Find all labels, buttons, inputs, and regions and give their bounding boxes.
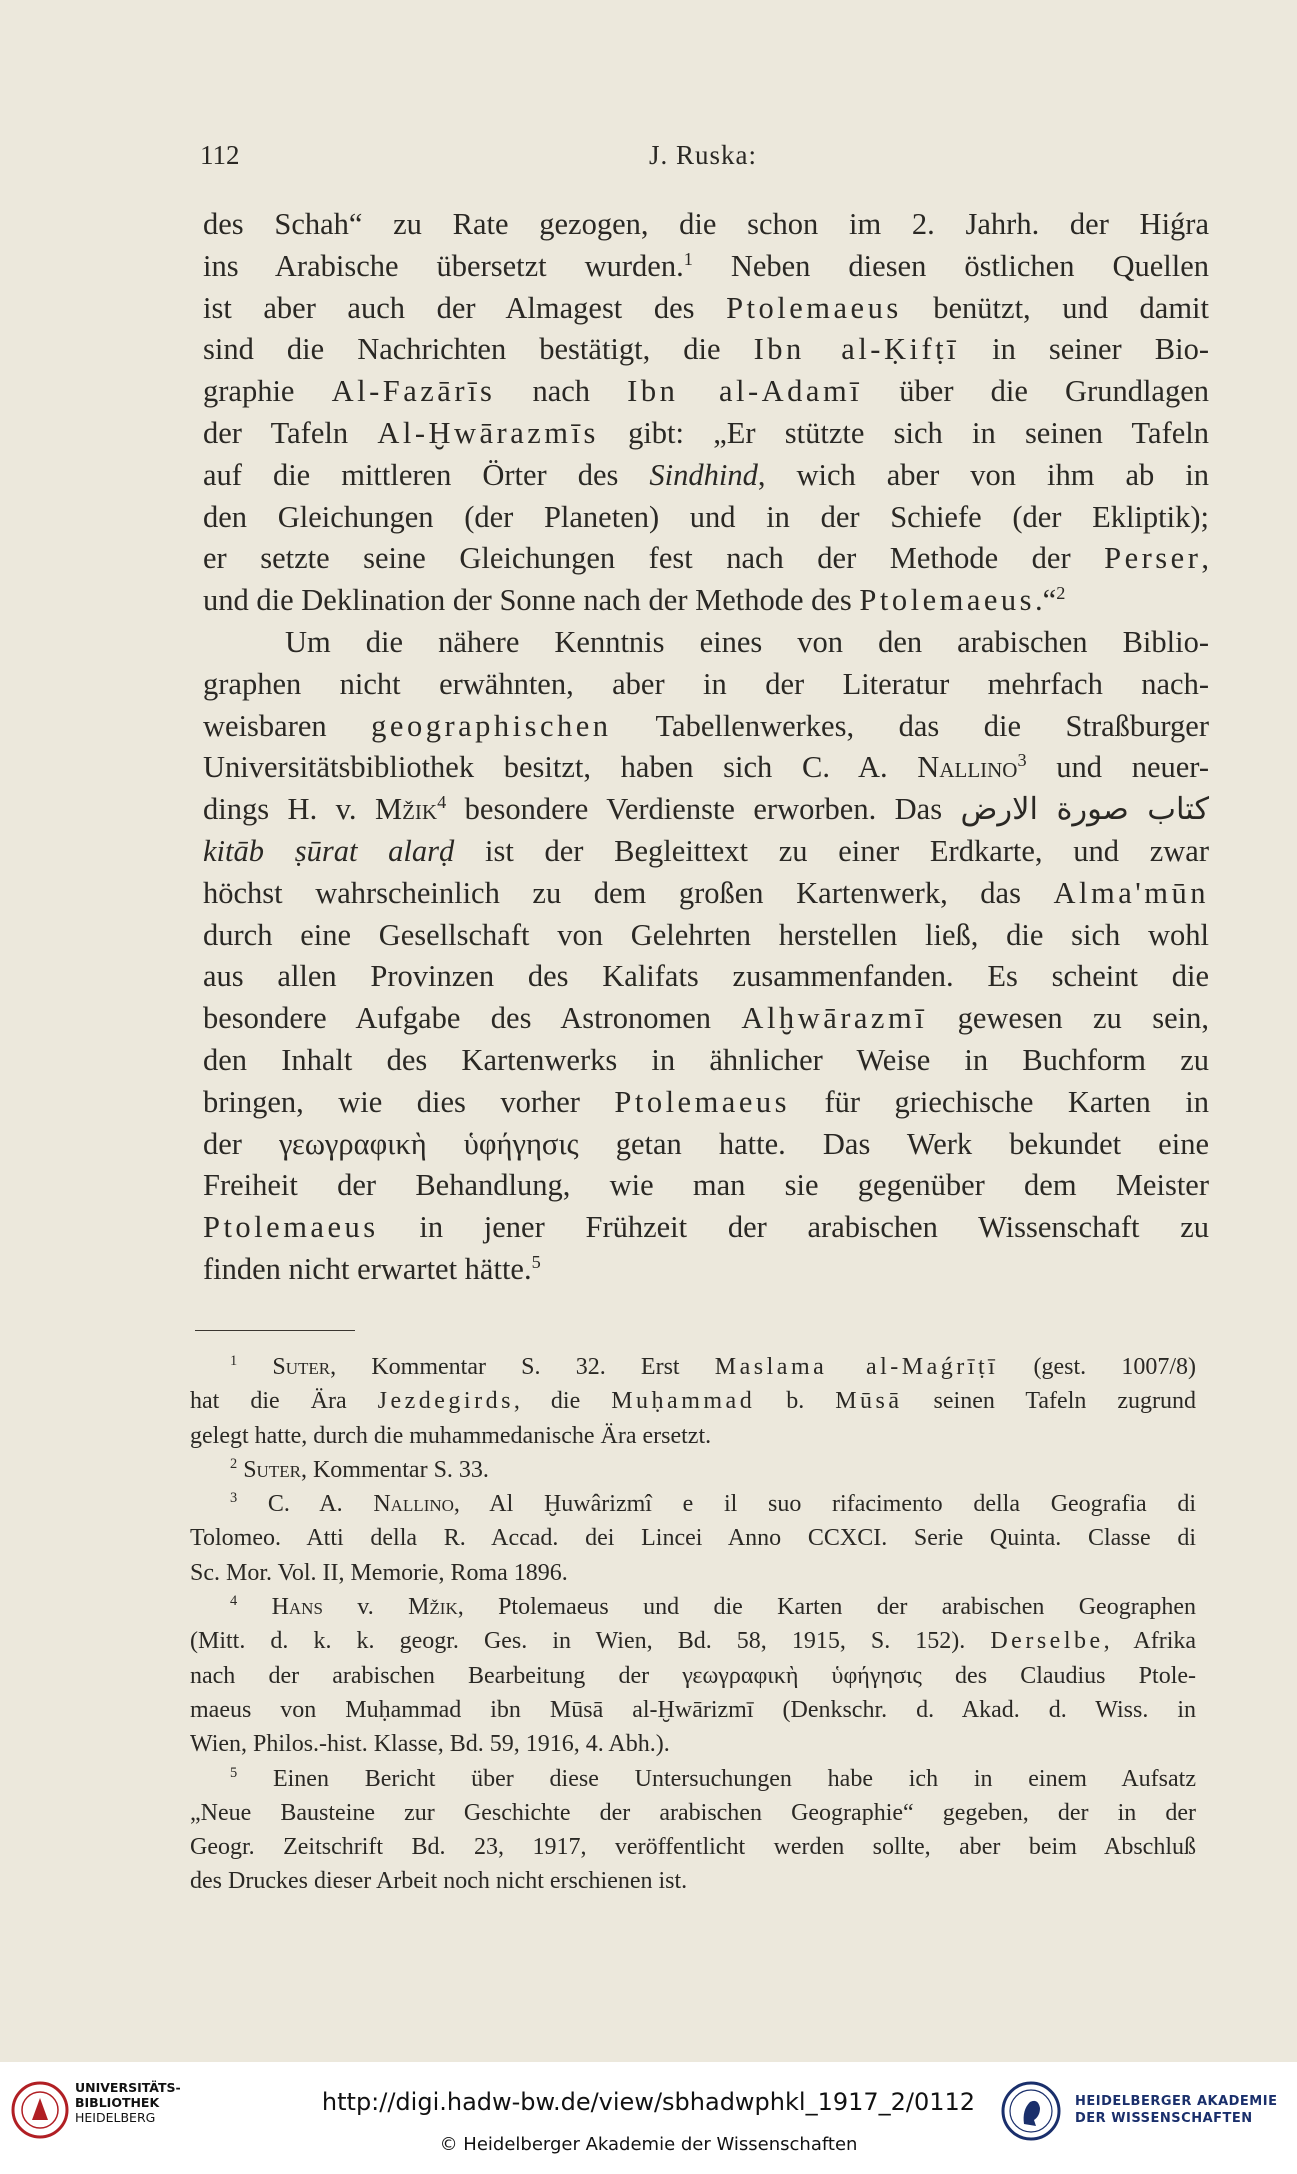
spaced-name: Alḫwārazmī (741, 1001, 928, 1036)
footnotes (190, 1350, 1196, 1899)
text-run: gibt: „Er stützte sich in seinen Tafeln (598, 415, 1209, 450)
spaced-name: Al-Fazārīs (331, 374, 496, 409)
text-run: 1 (230, 1353, 238, 1369)
page-header (200, 140, 1206, 180)
text-run: (Mitt. d. k. k. geogr. Ges. in Wien, Bd. 58, 1915, S. 152). (190, 1628, 991, 1655)
text-run: auf die mittleren Örter des (203, 457, 650, 492)
italic-term: kitāb ṣūrat alarḍ (203, 833, 455, 868)
author-name: Mžik (408, 1594, 458, 1621)
text-run: dings H. v. (203, 792, 375, 827)
text-line (203, 371, 1209, 413)
text-run: für griechische Karten in (790, 1084, 1209, 1119)
text-run: b. (755, 1388, 836, 1415)
text-run: maeus von Muḥammad ibn Mūsā al-Ḫwārizmī (Denkschr. d. Akad. d. Wiss. in (190, 1696, 1196, 1723)
text-line (203, 664, 1209, 706)
text-run: , Ptolemaeus und die Karten der arabischen Geographen (457, 1594, 1196, 1621)
footnote-line (190, 1727, 1196, 1761)
academy-logo-icon (1000, 2080, 1062, 2142)
text-line (203, 288, 1209, 330)
text-run: Freiheit der Behandlung, wie man sie gegenüber dem Meister (203, 1168, 1209, 1203)
text-run: Neben diesen östlichen Quellen (692, 248, 1209, 283)
text-run: und neuer- (1026, 750, 1209, 785)
text-run: graphie (203, 374, 332, 409)
footnote-ref: 2 (1056, 583, 1066, 604)
text-run: , Kommentar S. 33. (300, 1456, 489, 1483)
text-run: er setzte seine Gleichungen fest nach der Methode der (203, 541, 1105, 576)
academy-name: HEIDELBERGER AKADEMIE DER WISSENSCHAFTEN (1075, 2094, 1278, 2126)
text-line (203, 956, 1209, 998)
text-line (203, 1124, 1209, 1166)
text-run: Geogr. Zeitschrift Bd. 23, 1917, veröffentlicht werden sollte, aber beim Abschluß (190, 1834, 1196, 1861)
footnote-5 (190, 1762, 1196, 1899)
text-run: den Inhalt des Kartenwerks in ähnlicher Weise in Buchform zu (203, 1042, 1209, 1077)
author-name: Nallino (917, 750, 1018, 785)
footnote-line (190, 1693, 1196, 1727)
footnote-line (190, 1419, 1196, 1453)
library-name: UNIVERSITÄTS- BIBLIOTHEK HEIDELBERG (75, 2080, 181, 2125)
footer-bar (0, 2062, 1297, 2174)
text-run: der γεωγραφικὴ ὑφήγησις getan hatte. Das Werk bekundet eine (203, 1126, 1209, 1161)
spaced-name: Mūsā (835, 1388, 903, 1415)
text-run: hat die Ära (190, 1388, 378, 1415)
text-line (203, 622, 1209, 664)
footnote-line (190, 1830, 1196, 1864)
text-run: , Kommentar S. 32. Erst (330, 1354, 715, 1380)
text-run: , die (513, 1388, 612, 1415)
footnote-rule (195, 1330, 355, 1331)
footnote-line (190, 1384, 1196, 1418)
text-line (203, 246, 1209, 288)
author-name: Hans (271, 1594, 323, 1621)
text-run: in seiner Bio- (959, 332, 1209, 367)
spaced-name: Ibn al-Adamī (627, 374, 863, 409)
body-text (203, 204, 1209, 1291)
footnote-line (190, 1487, 1196, 1521)
spaced-name: Muḥammad (611, 1388, 756, 1415)
text-run: Tabellenwerkes, das die Straßburger (611, 708, 1209, 743)
text-run: 2 (230, 1455, 238, 1472)
text-line (203, 580, 1209, 622)
text-run: , wich aber von ihm ab in (757, 457, 1209, 492)
text-run: sind die Nachrichten bestätigt, die (203, 332, 754, 367)
text-run: ist aber auch der Almagest des (203, 290, 727, 325)
text-line (203, 329, 1209, 371)
text-run: graphen nicht erwähnten, aber in der Literatur mehrfach nach- (203, 666, 1209, 701)
text-run: seinen Tafeln zugrund (902, 1388, 1197, 1415)
text-run: nach (495, 374, 628, 409)
text-run: des Schah“ zu Rate gezogen, die schon im 2. Jahrh. der Hiǵra (203, 207, 1209, 241)
arabic-title: كتاب صورة الارض (960, 792, 1209, 827)
text-run: höchst wahrscheinlich zu dem großen Kartenwerk, das (203, 875, 1054, 910)
text-line (203, 747, 1209, 789)
text-run (237, 1594, 271, 1620)
footnote-ref: 3 (1017, 750, 1027, 771)
footnote-line (190, 1864, 1196, 1898)
running-head: J. Ruska: (648, 140, 757, 170)
footnote-line (190, 1624, 1196, 1658)
text-run: finden nicht erwartet hätte. (203, 1251, 532, 1286)
author-name: Nallino (373, 1491, 454, 1518)
spaced-name: Ptolemaeus (726, 290, 902, 325)
text-line (203, 1040, 1209, 1082)
text-run: weisbaren (203, 708, 372, 743)
footnote-ref: 4 (437, 792, 447, 812)
text-run: 5 (230, 1764, 238, 1781)
text-run: den Gleichungen (der Planeten) und in der Schiefe (der Ekliptik); (203, 499, 1209, 534)
text-run: Universitätsbibliothek besitzt, haben sich C. A. (203, 750, 918, 785)
author-name: Suter (272, 1354, 331, 1380)
text-run: Tolomeo. Atti della R. Accad. dei Lincei Anno CCXCI. Serie Quinta. Classe di (190, 1525, 1196, 1552)
text-run: , (1201, 541, 1209, 576)
text-run: v. (322, 1594, 409, 1621)
text-run: besondere Verdienste erworben. Das (446, 792, 961, 827)
footnote-line (190, 1521, 1196, 1555)
text-run: gewesen zu sein, (927, 1001, 1209, 1036)
text-line (203, 915, 1209, 957)
spaced-name: Alma'mūn (1053, 875, 1209, 910)
copyright-notice: © Heidelberger Akademie der Wissenschaften (439, 2134, 858, 2155)
footnote-line (190, 1762, 1196, 1796)
text-run: über die Grundlagen (862, 374, 1209, 409)
text-line (203, 1249, 1209, 1291)
footnote-3 (190, 1487, 1196, 1590)
text-line (203, 455, 1209, 497)
footnote-line (190, 1453, 1196, 1487)
footnote-2 (190, 1453, 1196, 1487)
text-run: des Druckes dieser Arbeit noch nicht erschienen ist. (190, 1868, 688, 1895)
spaced-name: Ptolemaeus (859, 583, 1036, 618)
spaced-name: Al-Ḫwārazmīs (377, 415, 599, 450)
footnote-ref: 1 (683, 248, 693, 269)
author-name: Mžik (374, 792, 438, 827)
spaced-name: Ptolemaeus (614, 1084, 791, 1119)
text-run: ins Arabische übersetzt wurden. (203, 248, 684, 283)
text-line (203, 1082, 1209, 1124)
text-line (203, 1165, 1209, 1207)
footnote-line (190, 1659, 1196, 1693)
text-run: (gest. 1007/8) (998, 1354, 1196, 1380)
text-run: „Neue Bausteine zur Geschichte der arabischen Geographie“ gegeben, der in der (190, 1799, 1196, 1826)
text-run: Sc. Mor. Vol. II, Memorie, Roma 1896. (190, 1559, 568, 1586)
footnote-4 (190, 1590, 1196, 1761)
footnote-1 (190, 1350, 1196, 1453)
paragraph-2 (203, 622, 1209, 1291)
text-run: bringen, wie dies vorher (203, 1084, 615, 1119)
text-run: Wien, Philos.-hist. Klasse, Bd. 59, 1916, 4. Abh.). (190, 1731, 670, 1758)
permalink-url[interactable]: http://digi.hadw-bw.de/view/sbhadwphkl_1917_2/0112 (321, 2088, 976, 2116)
footnote-line (190, 1350, 1196, 1384)
text-run: durch eine Gesellschaft von Gelehrten herstellen ließ, die sich wohl (203, 917, 1209, 952)
spaced-name: Maslama al-Maǵrīṭī (714, 1354, 999, 1380)
footnote-ref: 5 (531, 1251, 541, 1272)
spaced-name: Jezdegirds (377, 1388, 514, 1415)
text-line (203, 873, 1209, 915)
text-line (203, 1207, 1209, 1249)
text-line (203, 413, 1209, 455)
text-run: 4 (230, 1593, 238, 1610)
text-run: Um die nähere Kenntnis eines von den arabischen Biblio- (285, 624, 1209, 659)
text-line (203, 497, 1209, 539)
text-line (203, 789, 1209, 831)
text-run: , Al Ḫuwârizmî e il suo rifacimento della Geografia di (453, 1491, 1196, 1518)
text-line (203, 831, 1209, 873)
footnote-line (190, 1590, 1196, 1624)
paragraph-1 (203, 204, 1209, 622)
text-run: nach der arabischen Bearbeitung der γεωγραφικὴ ὑφήγησις des Claudius Ptole- (190, 1662, 1196, 1689)
page-number: 112 (200, 140, 240, 170)
text-run: gelegt hatte, durch die muhammedanische Ära ersetzt. (190, 1422, 712, 1449)
text-run: und die Deklination der Sonne nach der Methode des (203, 583, 860, 618)
spaced-name: Ibn al-Ḳifṭī (753, 332, 960, 367)
footnote-line (190, 1796, 1196, 1830)
footnote-line (190, 1556, 1196, 1590)
italic-term: Sindhind (649, 457, 758, 492)
text-run: besondere Aufgabe des Astronomen (203, 1001, 742, 1036)
text-run: , Afrika (1103, 1628, 1197, 1655)
text-line (203, 204, 1209, 246)
author-name: Suter (243, 1456, 301, 1483)
text-run: benützt, und damit (901, 290, 1210, 325)
spaced-term: geographischen (371, 708, 612, 743)
text-run: C. A. (237, 1491, 374, 1518)
spaced-name: Perser (1104, 541, 1202, 576)
text-run: aus allen Provinzen des Kalifats zusammenfanden. Es scheint die (203, 959, 1209, 994)
text-line (203, 998, 1209, 1040)
text-line (203, 706, 1209, 748)
spaced-name: Ptolemaeus (203, 1210, 379, 1245)
text-run (237, 1354, 272, 1380)
text-run: der Tafeln (203, 415, 378, 450)
text-run: Einen Bericht über diese Untersuchungen habe ich in einem Aufsatz (237, 1765, 1196, 1792)
text-run: in jener Frühzeit der arabischen Wissenschaft zu (378, 1210, 1209, 1245)
text-line (203, 538, 1209, 580)
text-run: 3 (230, 1490, 238, 1507)
spaced-term: Derselbe (990, 1628, 1104, 1655)
text-run: .“ (1035, 583, 1057, 618)
text-run: ist der Begleittext zu einer Erdkarte, und zwar (454, 833, 1209, 868)
